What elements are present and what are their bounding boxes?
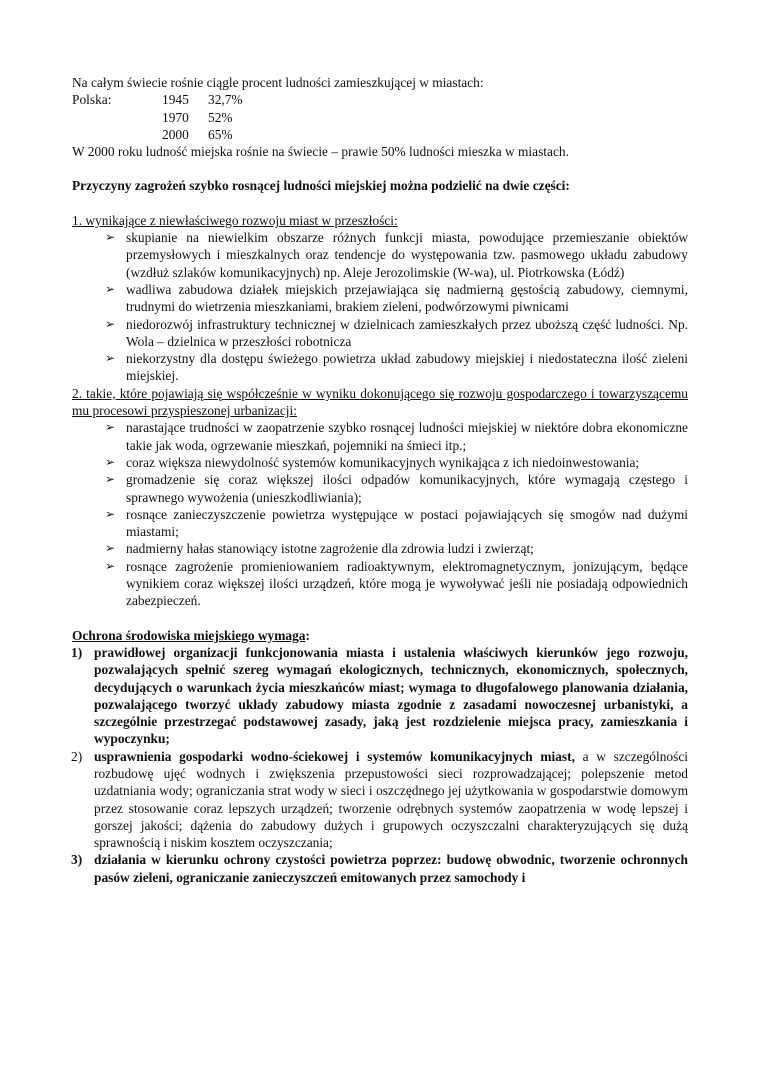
section-2-list [72, 419, 688, 609]
item-number: 1) [71, 644, 83, 660]
intro-summary: W 2000 roku ludność miejska rośnie na świecie – prawie 50% ludności mieszka w miastach. [72, 144, 569, 160]
list-item: ➢ niekorzystny dla dostępu świeżego powietrza układ zabudowy miejskiej i niedostateczna ilość zieleni miejskiej. [105, 351, 688, 384]
item-number: 2) [71, 748, 83, 764]
item-number: 3) [71, 852, 83, 868]
stat-percent: 32,7% [208, 92, 243, 108]
list-item: ➢ nadmierny hałas stanowiący istotne zagrożenie dla zdrowia ludzi i zwierząt; [105, 541, 534, 557]
stat-percent: 52% [208, 109, 233, 125]
stat-row [72, 91, 688, 108]
arrow-bullet-icon: ➢ [105, 506, 116, 521]
stat-year: 1945 [162, 92, 189, 108]
stat-year: 2000 [162, 126, 189, 142]
section-2-title: 2. takie, które pojawiają się współcześnie w wyniku dokonującego się rozwoju gospodarczego i towarzyszącemu mu procesowi przyspieszonej urbanizacji: [72, 385, 688, 419]
stat-row [72, 126, 688, 143]
protection-title: Ochrona środowiska miejskiego wymaga [72, 627, 306, 643]
arrow-bullet-icon: ➢ [105, 472, 116, 487]
arrow-bullet-icon: ➢ [105, 558, 116, 573]
arrow-bullet-icon: ➢ [105, 316, 116, 331]
list-item: ➢ rosnące zanieczyszczenie powietrza występujące w postaci pojawiających się smogów nad dużymi miastami; [105, 506, 688, 540]
list-item: 2) usprawnienia gospodarki wodno-ściekowej i systemów komunikacyjnych miast, a w szczególności rozbudowę ujęć wodnych i zwiększenia przepustowości sieci rozprowadzającej; polepszenie metod uzdatniania wody; ograniczania strat wody w sieci i oszczędnego jej użytkowania w gospodarstwie domowym przez stosowanie coraz lepszych urządzeń; tworzenie odrębnych systemów zaopatrzenia w wodę lepszej i gorszej jakości; dążenia do zabudowy dużych i grupowych oczyszczalni charakteryzujących się dużą sprawnością i niskim kosztem oczyszczania; [71, 748, 688, 851]
section-1-title: 1. wynikające z niewłaściwego rozwoju miast w przeszłości: [72, 212, 398, 228]
stat-percent: 65% [208, 126, 233, 142]
protection-heading: Ochrona środowiska miejskiego wymaga: [72, 627, 310, 643]
arrow-bullet-icon: ➢ [105, 230, 116, 245]
list-item: ➢ gromadzenie się coraz większej ilości odpadów komunikacyjnych, które wymagają częstego i sprawnego wywożenia (unieszkodliwiania); [105, 472, 688, 505]
causes-heading: Przyczyny zagrożeń szybko rosnącej ludności miejskiej można podzielić na dwie części: [72, 178, 570, 194]
list-item: ➢ rosnące zagrożenie promieniowaniem radioaktywnym, elektromagnetycznym, jonizującym, będące wynikiem coraz większej ilości urządzeń, które mogą je wywoływać jeśli nie posiadają odpowiednich zabezpieczeń. [105, 558, 688, 609]
country-label: Polska: [72, 92, 112, 108]
intro-line: Na całym świecie rośnie ciągle procent ludności zamieszkującej w miastach: [72, 75, 484, 90]
arrow-bullet-icon: ➢ [105, 281, 116, 296]
arrow-bullet-icon: ➢ [105, 541, 116, 556]
protection-list [72, 644, 688, 886]
arrow-bullet-icon: ➢ [105, 351, 116, 366]
list-item: 1) prawidłowej organizacji funkcjonowania miasta i ustalenia właściwych kierunków jego rozwoju, pozwalających spełnić szereg wymagań ekologicznych, technicznych, ekonomicznych, społecznych, decydujących o warunkach życia mieszkańców miast; wymaga to długofalowego planowania działania, pozwalającego tworzyć układy zabudowy miasta zgodnie z zasadami nowoczesnej urbanistyki, a szczególnie przestrzegać podstawowej zasady, jaką jest rozdzielenie miejsca pracy, zamieszkania i wypoczynku; [71, 644, 688, 747]
list-item: ➢ coraz większa niewydolność systemów komunikacyjnych wynikająca z ich niedoinwestowania; [105, 454, 640, 470]
arrow-bullet-icon: ➢ [105, 454, 116, 469]
list-item: ➢ niedorozwój infrastruktury technicznej w dzielnicach zamieszkałych przez uboższą część ludności. Np. Wola – dzielnica w przeszłości robotnicza [105, 316, 688, 349]
stat-row [72, 109, 688, 126]
list-item: 3) działania w kierunku ochrony czystości powietrza poprzez: budowę obwodnic, tworzenie ochronnych pasów zieleni, ograniczanie zanieczyszczeń emitowanych przez samochody i [71, 852, 688, 885]
list-item: ➢ skupianie na niewielkim obszarze różnych funkcji miasta, powodujące przemieszanie obiektów przemysłowych i mieszkalnych oraz tendencje do występowania tzw. pasmowego układu zabudowy (wzdłuż szlaków komunikacyjnych) np. Aleje Jerozolimskie (W-wa), ul. Piotrkowska (Łódź) [105, 230, 688, 280]
arrow-bullet-icon: ➢ [105, 420, 116, 435]
list-item: ➢ wadliwa zabudowa działek miejskich przejawiająca się nadmierną gęstością zabudowy, ciemnymi, trudnymi do wietrzenia mieszkaniami, brakiem zieleni, podwórzowymi piwnicami [105, 281, 688, 315]
document-page [72, 74, 688, 886]
section-1-list [72, 229, 688, 385]
stat-year: 1970 [162, 109, 189, 125]
list-item: ➢ narastające trudności w zaopatrzenie szybko rosnącej ludności miejskiej w niektóre dobra ekonomiczne takie jak woda, ogrzewanie mieszkań, pojemniki na śmieci itp.; [105, 420, 688, 453]
